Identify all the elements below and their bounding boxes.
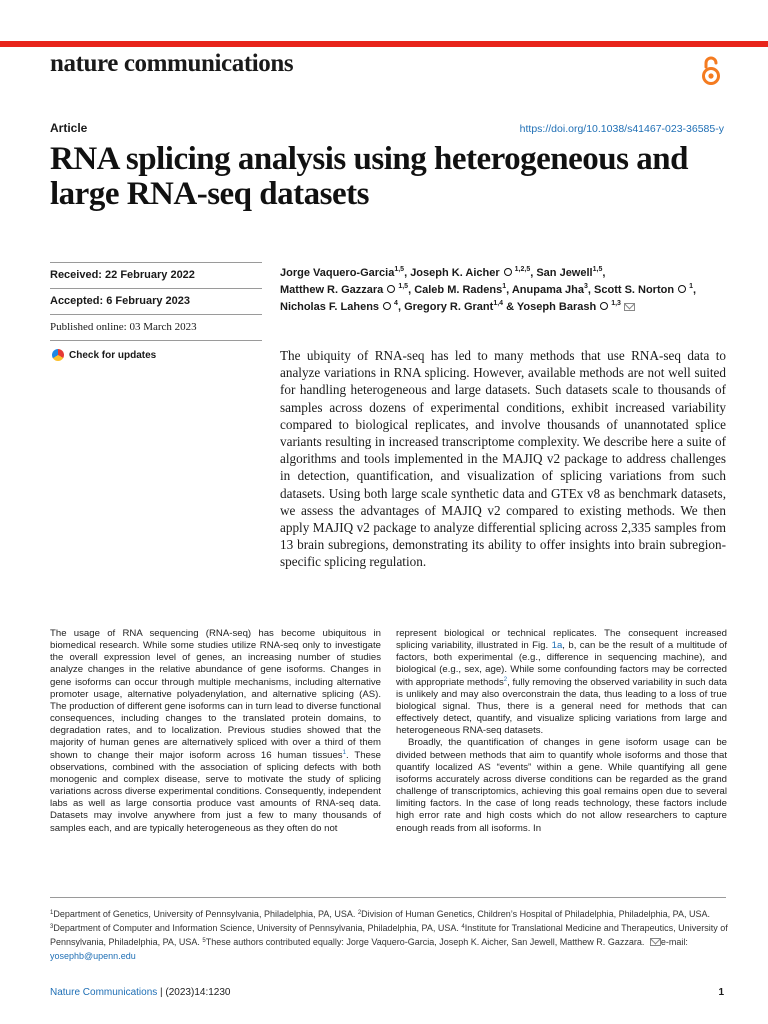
body-column-right: [396, 628, 727, 835]
citation-link[interactable]: 1: [342, 749, 346, 756]
open-access-icon: [700, 55, 722, 87]
affiliations: $^1$Department of Genetics, University of Pennsylvania, Philadelphia, PA, USA. $^2$Division of Human Genetics, Children’s Hospital of Philadelphia, Philadelphia, PA, USA. $^3$Department of Computer and Information Science, University of Pennsylvania, Philadelphia, PA, USA. $^4$Institute for Translational Medicine and Therapeutics, University of Pennsylvania, Philadelphia, PA, USA. $^5$These authors contributed equally: Jorge Vaquero-Garcia, Joseph K. Aicher, San Jewell, Matthew R. Gazzara. e-mail: yosephb@upenn.edu: [50, 909, 728, 961]
received-date: Received: 22 February 2022: [50, 262, 262, 289]
author-affiliation: 1: [687, 283, 693, 290]
figure-link[interactable]: 1a: [551, 640, 563, 652]
author-affiliation: 1,2,5: [512, 266, 531, 273]
abstract: The ubiquity of RNA-seq has led to many methods that use RNA-seq data to analyze variations in RNA splicing. However, available methods are not well suited for handling heterogeneous and large datasets. Such datasets scale to thousands of samples across dozens of experimental conditions, exhibit increased variability compared to biological replicates, and involve thousands of unannotated splice variants resulting in increased transcriptome complexity. We describe here a suite of algorithms and tools implemented in the MAJIQ v2 package to address challenges in detection, quantification, and visualization of splicing variations from such datasets. Using both large scale synthetic data and GTEx v8 as benchmark datasets, we assess the advantages of MAJIQ v2 compared to existing methods. We then apply MAJIQ v2 package to analyze differential splicing across 2,335 samples from 13 brain subregions, demonstrating its ability to offer insights into brain subregion-specific splicing regulation.: [280, 348, 726, 570]
header-accent-bar: [0, 41, 768, 47]
email-icon[interactable]: [624, 303, 635, 311]
body-paragraph: represent biological or technical replicates. The consequent increased splicing variability, illustrated in Fig. 1a, b, can be the result of a multitude of factors, both experimental (e.g., difference in sequencing machine), and biological (e.g., sex, age). While some confounding factors may be corrected with appropriate methods$^2$, fully removing the observed variability in such data is unlikely and may also overconstrain the data, thus leading to a loss of true biological signal. Thus, there is a general need for methods that can effectively detect, quantify, and visualize splicing variations from large and heterogeneous RNA-seq datasets.: [396, 628, 728, 737]
citation-link[interactable]: 2: [503, 676, 508, 683]
author-affiliation: 1,3: [609, 300, 621, 307]
author-affiliation: 1,5: [396, 283, 409, 290]
footnote-divider: [50, 897, 726, 898]
check-updates-label: Check for updates: [69, 349, 157, 361]
author-affiliation: 1,5: [394, 266, 405, 273]
orcid-icon[interactable]: [383, 302, 391, 310]
footer-citation: Nature Communications | (2023)14:1230: [50, 987, 231, 998]
body-column-left: [50, 628, 381, 835]
orcid-icon[interactable]: [678, 285, 686, 293]
orcid-icon[interactable]: [504, 268, 512, 276]
email-link[interactable]: yosephb@upenn.edu: [50, 951, 136, 961]
author-list: Jorge Vaquero-Garcia$^{1,5}$, Joseph K. Aicher $^{1,2,5}$, San Jewell$^{1,5}$, Matthew R. Gazzara $^{1,5}$, Caleb M. Radens$^1$, Anupama Jha$^3$, Scott S. Norton $^1$, Nicholas F. Lahens $^4$, Gregory R. Grant$^{1,4}$ & Yoseph Barash $^{1,3}$: [280, 266, 697, 313]
author-affiliation: 1: [502, 283, 507, 290]
accepted-date: Accepted: 6 February 2023: [50, 289, 262, 315]
author-name[interactable]: Yoseph Barash: [516, 301, 597, 313]
author-name[interactable]: Gregory R. Grant: [404, 301, 494, 313]
author-name[interactable]: Joseph K. Aicher: [410, 267, 500, 279]
page-number: 1: [718, 987, 724, 998]
author-name[interactable]: Nicholas F. Lahens: [280, 301, 380, 313]
body-paragraph: Broadly, the quantification of changes in gene isoform usage can be divided between methods that aim to quantify whole isoforms and those that quantify localized AS “events” within a gene. While quantifying all gene isoforms accurately across diverse conditions can be regarded as the grand challenge of transcriptomics, achieving this goal remains open due to several limiting factors. In the case of long reads technology, these factors include high error rate and high costs which do not allow researchers to capture enough reads from all isoforms. In: [396, 737, 727, 834]
article-type: Article: [50, 121, 88, 135]
author-affiliation: 1,5: [592, 266, 603, 273]
author-name[interactable]: Jorge Vaquero-Garcia: [280, 267, 395, 279]
author-name[interactable]: Anupama Jha: [511, 284, 584, 296]
author-name[interactable]: Scott S. Norton: [594, 284, 675, 296]
journal-name: nature communications: [50, 50, 294, 77]
orcid-icon[interactable]: [600, 302, 608, 310]
article-dates: [50, 262, 262, 361]
orcid-icon[interactable]: [387, 285, 395, 293]
article-title: RNA splicing analysis using heterogeneous and large RNA-seq datasets: [50, 141, 688, 212]
footer-journal-link[interactable]: Nature Communications: [50, 987, 158, 998]
email-icon: [650, 938, 661, 946]
check-updates-icon: [52, 349, 64, 361]
body-paragraph: The usage of RNA sequencing (RNA-seq) has become ubiquitous in biomedical research. While some studies utilize RNA-seq only to investigate the overall expression level of genes, an increasing number of studies analyze changes in the relative abundance of gene isoforms. Changes in gene isoforms can occur through multiple mechanisms, including alternative promoter usage, alternative polyadenylation, and alternative splicing (AS). The production of different gene isoforms can in turn lead to diverse functional consequences, including changes to the translated protein domains, to degradation rates, and to localization. Previous studies showed that the majority of human genes are alternatively spliced with over a third of them shown to change their major isoform across 16 human tissues$^1$. These observations, combined with the association of splicing defects with both monogenic and complex disease, serve to motivate the study of splicing variations across diverse experimental conditions. Consequently, independent labs as well as large consortia produce vast amounts of RNA-seq data. Datasets may involve anywhere from just a few to many thousands of samples each, and are typically heterogeneous as they often do not: [50, 628, 382, 834]
author-name[interactable]: Caleb M. Radens: [414, 284, 503, 296]
author-name[interactable]: Matthew R. Gazzara: [280, 284, 384, 296]
published-date: Published online: 03 March 2023: [50, 315, 262, 341]
doi-link[interactable]: https://doi.org/10.1038/s41467-023-36585-y: [519, 123, 724, 135]
author-name[interactable]: San Jewell: [536, 267, 593, 279]
author-affiliation: 1,4: [493, 300, 504, 307]
author-affiliation: 4: [392, 300, 398, 307]
check-for-updates-button[interactable]: [50, 341, 262, 361]
author-affiliation: 3: [583, 283, 588, 290]
